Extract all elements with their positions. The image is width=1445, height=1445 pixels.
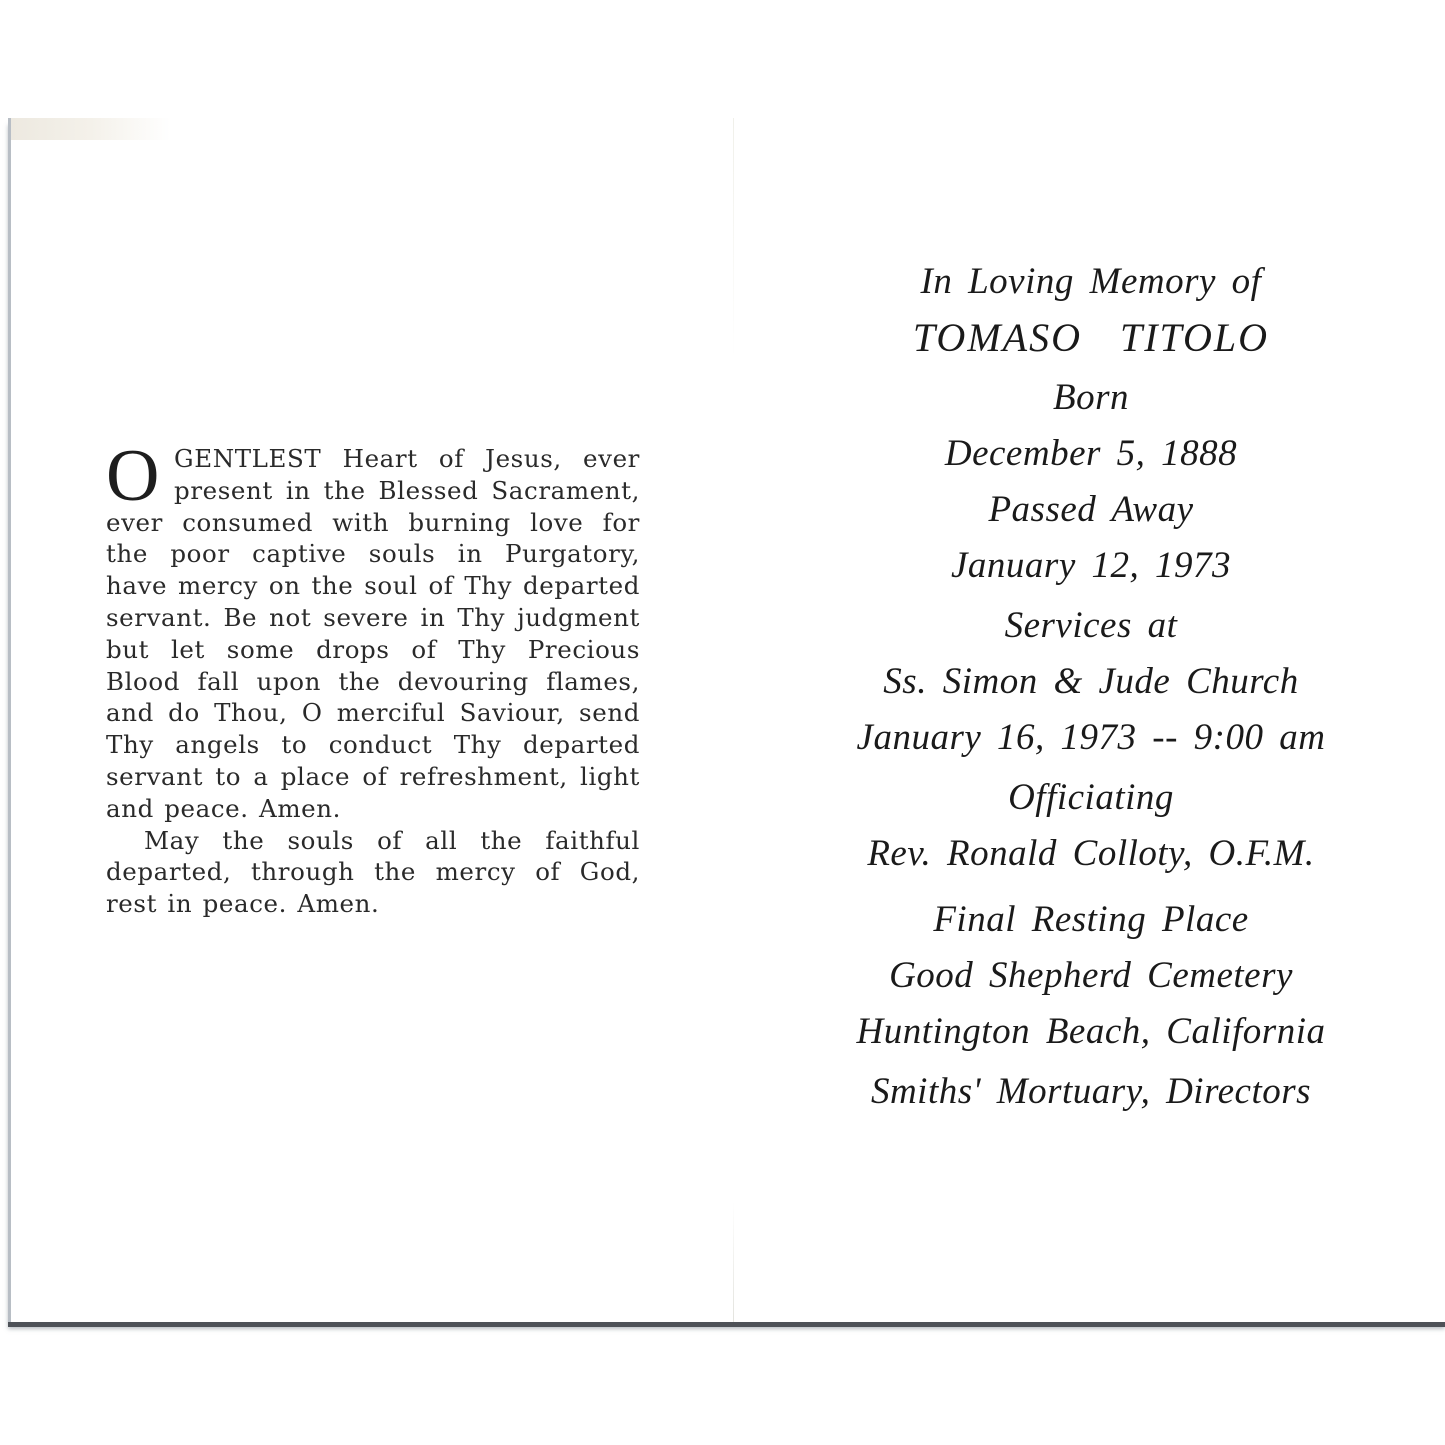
- cemetery-name: Good Shepherd Cemetery: [889, 955, 1293, 996]
- prayer-paragraph-2: May the souls of all the faithful departed, through the mercy of God, rest in peace. Amen.: [106, 825, 640, 919]
- officiating-label: Officiating: [1008, 777, 1174, 818]
- funeral-directors: Smiths' Mortuary, Directors: [870, 1071, 1312, 1112]
- prayer-body: GENTLEST Heart of Jesus, ever present in the Blessed Sacrament, ever consumed with burning love for the poor captive souls in Purgatory, have mercy on the soul of Thy departed servant. Be not severe in Thy judgment but let some drops of Thy Precious Blood fall upon the devouring flames, and do Thou, O merciful Saviour, send Thy angels to conduct Thy departed servant to a place of refreshment, light and peace. Amen.: [106, 444, 640, 823]
- passed-label: Passed Away: [988, 489, 1194, 530]
- services-place: Ss. Simon & Jude Church: [883, 661, 1299, 702]
- officiant-name: Rev. Ronald Colloty, O.F.M.: [867, 833, 1315, 874]
- services-datetime: January 16, 1973 -- 9:00 am: [856, 717, 1326, 758]
- born-date: December 5, 1888: [944, 433, 1238, 474]
- services-label: Services at: [1004, 605, 1178, 646]
- prayer-paragraph-1: [106, 435, 640, 825]
- deceased-name: TOMASO TITOLO: [912, 315, 1270, 360]
- born-label: Born: [1053, 377, 1129, 418]
- drop-cap: O: [106, 435, 161, 517]
- paper-glare: [11, 118, 171, 140]
- cemetery-location: Huntington Beach, California: [856, 1011, 1326, 1052]
- memorial-heading: In Loving Memory of: [920, 261, 1262, 302]
- passed-date: January 12, 1973: [951, 545, 1231, 586]
- memorial-details: [771, 258, 1411, 1116]
- resting-place-label: Final Resting Place: [933, 899, 1249, 940]
- memorial-card: [8, 118, 1445, 1322]
- fold-line: [733, 118, 734, 1322]
- prayer-text: [106, 435, 640, 920]
